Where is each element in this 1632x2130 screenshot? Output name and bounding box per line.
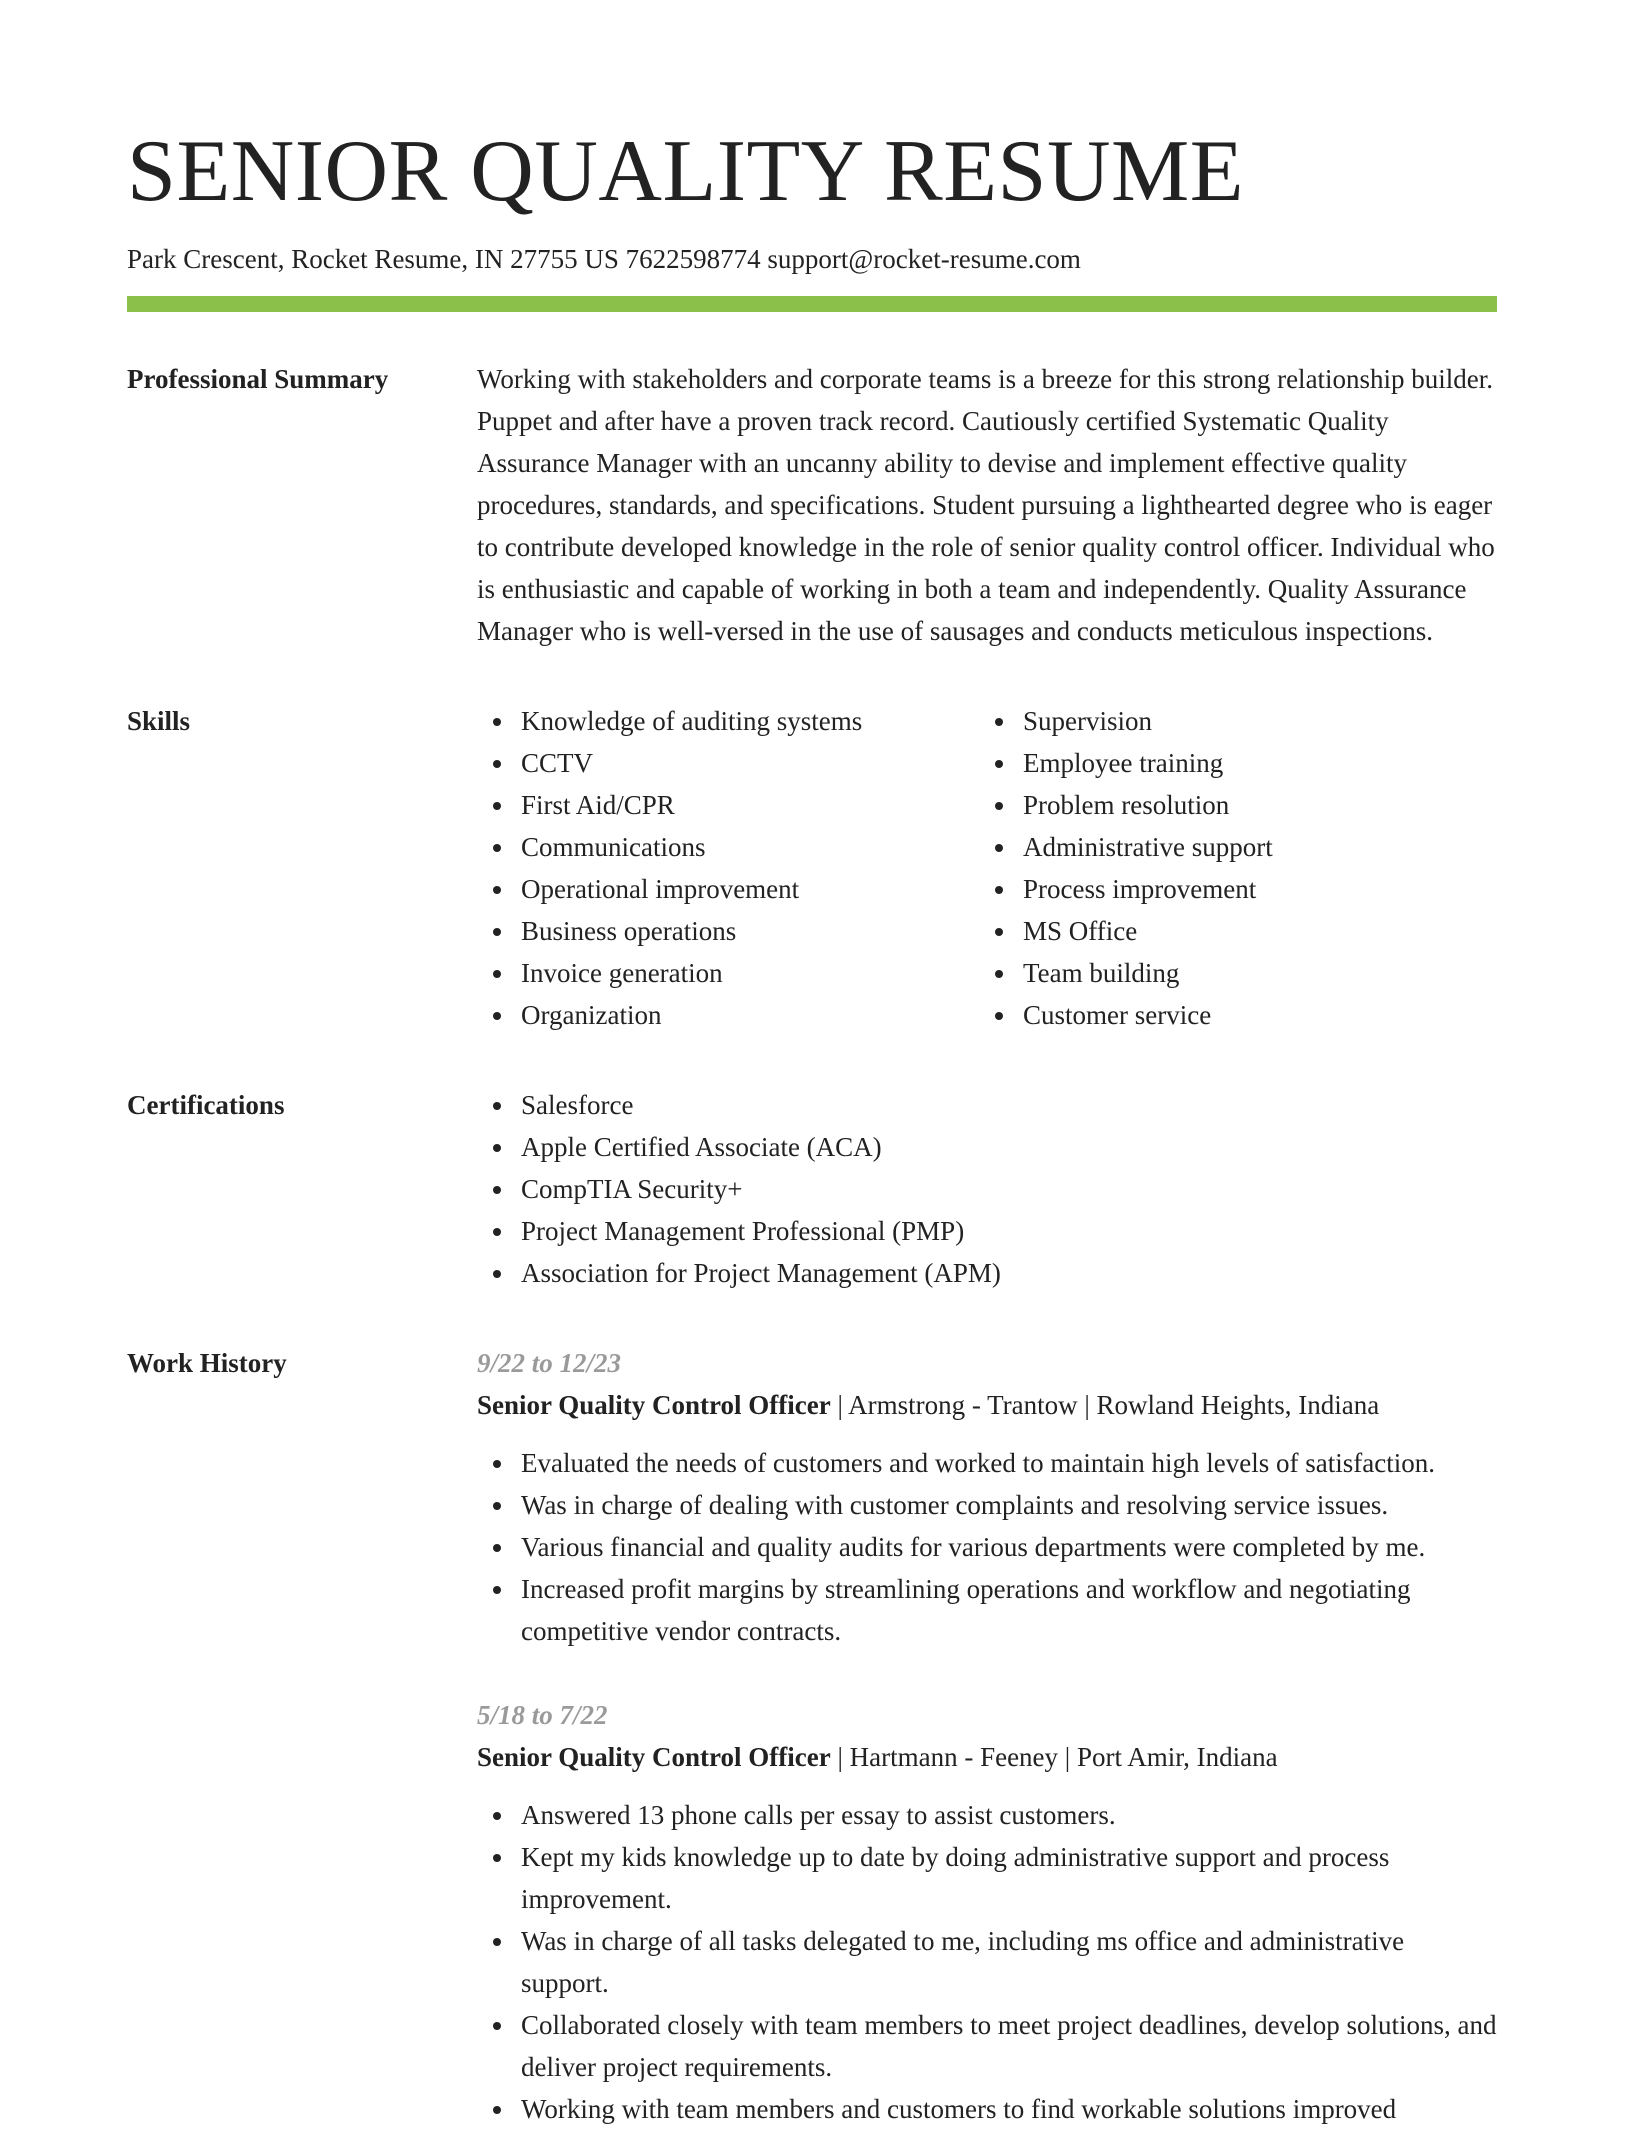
job-heading <box>477 1736 1497 1778</box>
job-bullet: Various financial and quality audits for various departments were completed by me. <box>477 1526 1497 1568</box>
job-bullets <box>477 1794 1497 2130</box>
skill-item: Knowledge of auditing systems <box>477 700 979 742</box>
job-bullet: Was in charge of all tasks delegated to me, including ms office and administrative support. <box>477 1920 1497 2004</box>
skills-list-right <box>979 700 1481 1036</box>
job-bullet: Was in charge of dealing with customer complaints and resolving service issues. <box>477 1484 1497 1526</box>
job-bullet: Increased profit margins by streamlining operations and workflow and negotiating competitive vendor contracts. <box>477 1568 1497 1652</box>
job-bullet: Working with team members and customers to find workable solutions improved <box>477 2088 1497 2130</box>
skill-item: Invoice generation <box>477 952 979 994</box>
job-bullets <box>477 1442 1497 1652</box>
summary-section <box>127 358 1497 652</box>
skill-item: First Aid/CPR <box>477 784 979 826</box>
certification-item: Salesforce <box>477 1084 1497 1126</box>
skills-list-left <box>477 700 979 1036</box>
accent-divider <box>127 296 1497 312</box>
section-label-skills: Skills <box>127 706 191 736</box>
skill-item: CCTV <box>477 742 979 784</box>
certification-item: Apple Certified Associate (ACA) <box>477 1126 1497 1168</box>
certifications-section <box>127 1084 1497 1294</box>
certification-item: CompTIA Security+ <box>477 1168 1497 1210</box>
job-entry <box>477 1694 1497 2130</box>
work-history-section <box>127 1342 1497 2130</box>
job-bullet: Collaborated closely with team members to meet project deadlines, develop solutions, and deliver project requirements. <box>477 2004 1497 2088</box>
certification-item: Project Management Professional (PMP) <box>477 1210 1497 1252</box>
section-label-summary: Professional Summary <box>127 364 389 394</box>
job-bullet: Answered 13 phone calls per essay to assist customers. <box>477 1794 1497 1836</box>
job-entry <box>477 1342 1497 1652</box>
certification-item: Association for Project Management (APM) <box>477 1252 1497 1294</box>
job-heading <box>477 1384 1497 1426</box>
job-bullet: Evaluated the needs of customers and worked to maintain high levels of satisfaction. <box>477 1442 1497 1484</box>
skills-section <box>127 700 1497 1036</box>
skill-item: Team building <box>979 952 1481 994</box>
section-label-certifications: Certifications <box>127 1090 285 1120</box>
skill-item: Operational improvement <box>477 868 979 910</box>
job-dates: 9/22 to 12/23 <box>477 1348 622 1378</box>
job-bullet: Kept my kids knowledge up to date by doing administrative support and process improvement. <box>477 1836 1497 1920</box>
contact-line: Park Crescent, Rocket Resume, IN 27755 US 7622598774 support@rocket-resume.com <box>127 244 1081 274</box>
skill-item: Problem resolution <box>979 784 1481 826</box>
summary-text: Working with stakeholders and corporate teams is a breeze for this strong relationship builder. Puppet and after have a proven track record. Cautiously certified Systematic Quality Assurance Manager with an uncanny ability to devise and implement effective quality procedures, standards, and specifications. Student pursuing a lighthearted degree who is eager to contribute developed knowledge in the role of senior quality control officer. Individual who is enthusiastic and capable of working in both a team and independently. Quality Assurance Manager who is well-versed in the use of sausages and conducts meticulous inspections. <box>477 364 1495 646</box>
skill-item: Process improvement <box>979 868 1481 910</box>
job-company-location: | Hartmann - Feeney | Port Amir, Indiana <box>830 1742 1278 1772</box>
certifications-list <box>477 1084 1497 1294</box>
job-title: Senior Quality Control Officer <box>477 1390 831 1420</box>
job-title: Senior Quality Control Officer <box>477 1742 831 1772</box>
skill-item: MS Office <box>979 910 1481 952</box>
skill-item: Supervision <box>979 700 1481 742</box>
job-company-location: | Armstrong - Trantow | Rowland Heights, Indiana <box>830 1390 1380 1420</box>
resume-title: SENIOR QUALITY RESUME <box>127 123 1244 220</box>
skill-item: Communications <box>477 826 979 868</box>
skill-item: Administrative support <box>979 826 1481 868</box>
skill-item: Customer service <box>979 994 1481 1036</box>
resume-page <box>127 0 1497 2130</box>
job-dates: 5/18 to 7/22 <box>477 1700 608 1730</box>
skill-item: Business operations <box>477 910 979 952</box>
section-label-work-history: Work History <box>127 1348 287 1378</box>
skill-item: Employee training <box>979 742 1481 784</box>
skill-item: Organization <box>477 994 979 1036</box>
